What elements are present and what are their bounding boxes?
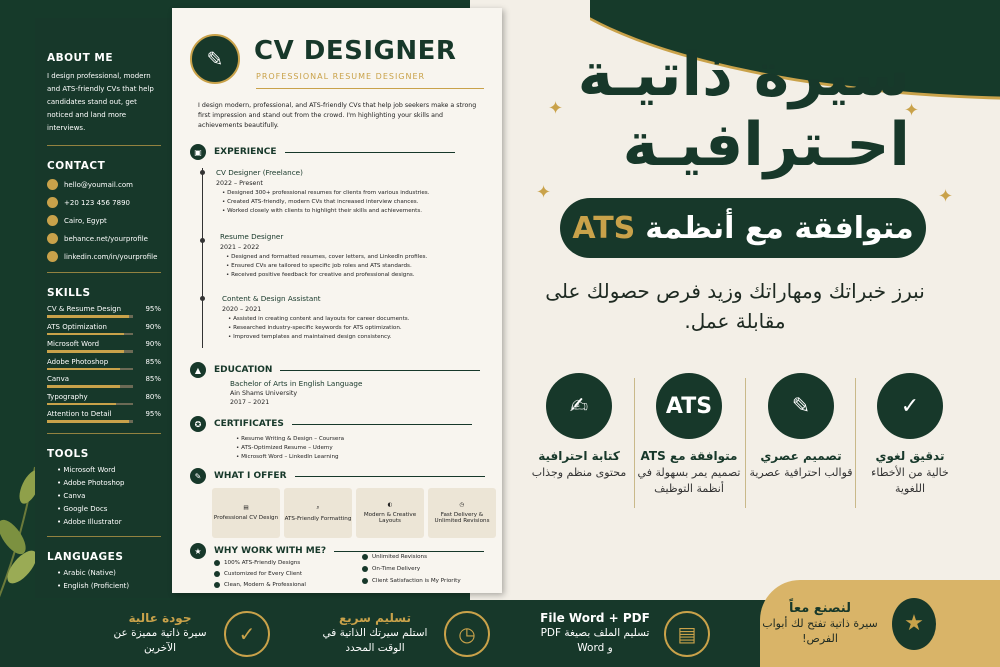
skill-name: Microsoft Word [47,340,100,348]
cv-intro: I design modern, professional, and ATS-friendly CVs that help job seekers make a strong first impression and stand out from the crowd. I'm highlighting your skills and achievements beautifully. [198,102,477,129]
list-item: • English (Proficient) [57,582,161,590]
feature-title: متوافقة مع ATS [640,449,738,463]
feature-title: تصميم عصري [760,449,842,463]
skill-item [47,323,161,336]
list-item: • Adobe Photoshop [57,479,161,487]
section-education [190,362,480,378]
why-item [362,578,461,584]
clock-icon: ◷ [444,611,490,657]
about-title: ABOUT ME [47,52,114,64]
offer-label: Fast Delivery & Unlimited Revisions [434,512,490,524]
feature-desc: خالية من الأخطاء اللغوية [871,466,949,495]
divider [745,378,746,508]
list-item: • Assisted in creating content and layouts for career documents. [228,316,482,322]
about-text: I design professional, modern and ATS-friendly CVs that help candidates stand out, get noticed and land more interviews. [47,72,154,132]
feature-desc: تصميم يمر بسهولة في أنظمة التوظيف [637,466,741,495]
divider [334,551,484,552]
ats-badge-highlight: ATS [572,210,636,246]
divider [292,424,472,425]
job-date: 2020 – 2021 [222,306,262,313]
list-item: • ATS-Optimized Resume – Udemy [236,445,490,451]
skill-bar [47,403,133,406]
languages-title: LANGUAGES [47,550,124,563]
divider [634,378,635,508]
section-experience [190,144,455,160]
section-why [190,543,484,559]
ats-badge-text: متوافقة مع أنظمة [645,210,914,246]
section-offer [190,468,485,484]
offer-card [428,488,496,538]
divider [295,476,485,477]
pencil-icon: ✎ [190,468,206,484]
bottom-title: جودة عالية [128,611,192,625]
timeline-dot [200,238,205,243]
contact-text: linkedin.com/in/yourprofile [64,252,158,261]
bottom-desc: استلم سيرتك الذاتية في الوقت المحدد [322,627,428,654]
ats-icon: ATS [656,373,722,439]
cta-panel [760,580,1000,667]
monitor-pen-icon: ✎ [768,373,834,439]
feature-proofreading [855,373,965,497]
check-circle-icon: ✓ [877,373,943,439]
offer-label: ATS-Friendly Formatting [284,515,352,522]
graduation-cap-icon: ▲ [190,362,206,378]
divider [280,370,480,371]
timeline-dot [200,296,205,301]
skills-title: SKILLS [47,287,91,299]
education-entry [230,379,490,406]
contact-linkedin [47,251,161,262]
skill-bar [47,315,133,318]
star-icon: ★ [190,543,206,559]
globe-icon [47,233,58,244]
bottom-title: تسليم سريع [338,611,412,625]
phone-icon [47,197,58,208]
list-item: • Canva [57,492,161,500]
degree: Bachelor of Arts in English Language [230,379,363,388]
list-item: • Arabic (Native) [57,569,161,577]
contact-text: behance.net/yourprofile [64,234,148,243]
sparkle-icon: ✦ [904,100,920,121]
list-item: • Google Docs [57,505,161,513]
check-icon [214,571,220,577]
contact-location [47,215,161,226]
skill-item [47,393,161,406]
bottom-desc: سيرة ذاتية مميزة عن الآخرين [113,627,207,654]
headline-line1: سيرة ذاتيـة [577,40,910,110]
skill-item [47,340,161,353]
palette-icon: ◐ [387,502,393,508]
languages-list [47,569,161,590]
briefcase-icon: ▣ [190,144,206,160]
sparkle-icon: ✦ [548,98,564,119]
divider [47,145,161,146]
why-item [214,571,302,577]
check-icon [214,582,220,588]
contact-email [47,179,161,190]
skill-item [47,410,161,423]
list-item: • Improved templates and maintained design consistency. [228,334,482,340]
contact-text: hello@youmail.com [64,180,133,189]
skill-percent: 95% [145,410,161,418]
feature-writing [524,373,634,481]
skill-name: ATS Optimization [47,322,107,331]
list-item: • Designed and formatted resumes, cover letters, and LinkedIn profiles. [226,254,480,260]
section-title: EXPERIENCE [214,147,277,157]
contact-phone [47,197,161,208]
skill-bar [47,333,133,336]
offer-label: Modern & Creative Layouts [363,512,417,524]
job-date: 2022 – Present [216,180,263,187]
cv-subtitle: PROFESSIONAL RESUME DESIGNER [256,72,426,81]
offer-card [356,488,424,538]
feature-title: كتابة احترافية [538,449,620,463]
skill-percent: 85% [145,375,161,383]
list-item: • Researched industry-specific keywords for ATS optimization. [228,325,482,331]
divider [47,536,161,537]
list-item: • Received positive feedback for creative and professional designs. [226,272,480,278]
why-label: Customized for Every Client [224,571,303,577]
school: Ain Shams University [230,390,298,397]
why-label: On-Time Delivery [372,566,421,572]
award-icon: ✪ [190,416,206,432]
headline-line2: احـترافيـة [622,110,910,180]
skill-percent: 90% [145,322,161,331]
bottom-delivery [320,600,490,667]
cta-desc: سيرة ذاتية تفتح لك أبواب الفرص! [762,617,878,645]
description: نبرز خبراتك ومهاراتك وزيد فرص حصولك على مقابلة عمل. [545,279,925,333]
contact-text: Cairo, Egypt [64,216,107,225]
check-icon [214,560,220,566]
offer-label: Professional CV Design [213,515,279,521]
list-item: • Ensured CVs are tailored to specific job roles and ATS standards. [226,263,480,269]
sparkle-icon: ✦ [536,182,552,203]
edu-date: 2017 – 2021 [230,399,270,406]
section-title: WHAT I OFFER [214,471,287,481]
job-entry [222,294,482,340]
document-pen-icon: ✎ [190,34,240,84]
why-item [214,560,300,566]
skill-percent: 80% [145,392,161,401]
feature-desc: محتوى منظم وجذاب [531,466,627,479]
bottom-quality [110,600,270,667]
email-icon [47,179,58,190]
why-item [214,582,306,588]
bottom-files [540,600,710,667]
cta-title: لنصنع معاً [789,601,851,616]
document-icon: ▤ [243,505,249,511]
feature-desc: قوالب احترافية عصرية [749,466,853,479]
section-title: WHY WORK WITH ME? [214,546,327,556]
why-label: 100% ATS-Friendly Designs [224,560,301,566]
job-entry [216,168,476,214]
bottom-desc: تسليم الملف بصيغة PDF و Word [540,627,650,654]
skill-item [47,305,161,318]
why-item [362,554,427,560]
divider [47,433,161,434]
cv-paper [172,8,502,593]
list-item: • Designed 300+ professional resumes for clients from various industries. [222,190,476,196]
certificates-list [230,433,490,460]
why-item [362,566,420,572]
contact-behance [47,233,161,244]
check-icon [362,566,368,572]
skill-bar [47,350,133,353]
skills-list [47,305,161,423]
skill-bar [47,420,133,423]
file-icon: ▤ [664,611,710,657]
tools-list [47,466,161,526]
skill-name: Adobe Photoshop [47,357,109,366]
job-role: Resume Designer [220,232,284,241]
section-certificates [190,416,472,432]
tools-title: TOOLS [47,447,89,460]
divider [256,88,484,89]
check-icon [362,578,368,584]
job-role: Content & Design Assistant [222,294,321,303]
why-label: Clean, Modern & Professional [224,582,306,588]
skill-percent: 85% [145,357,161,366]
skill-name: Typography [47,392,88,401]
check-icon [362,554,368,560]
list-item: • Microsoft Word [57,466,161,474]
contact-title: CONTACT [47,160,106,172]
feature-ats [634,373,744,497]
bottom-title: File Word + PDF [540,611,650,625]
section-title: CERTIFICATES [214,419,284,429]
feature-title: تدقيق لغوي [875,449,945,463]
linkedin-icon [47,251,58,262]
list-item: • Created ATS-friendly, modern CVs that increased interview chances. [222,199,476,205]
skill-name: Attention to Detail [47,410,112,418]
skill-item [47,358,161,371]
offer-card [212,488,280,538]
skill-bar [47,368,133,371]
why-label: Client Satisfaction is My Priority [372,578,461,584]
list-item: • Worked closely with clients to highlight their skills and achievements. [222,208,476,214]
list-item: • Microsoft Word – LinkedIn Learning [236,454,490,460]
timeline-dot [200,170,205,175]
ats-badge [560,198,926,258]
list-item: • Resume Writing & Design – Coursera [236,436,490,442]
skill-percent: 95% [145,305,161,313]
clock-icon: ◷ [459,502,465,508]
skill-percent: 90% [145,340,161,348]
list-item: • Adobe Illustrator [57,518,161,526]
cv-title: CV DESIGNER [254,36,457,66]
skill-bar [47,385,133,388]
search-icon: ⌕ [316,504,320,511]
divider [285,152,455,153]
medal-icon: ★ [892,598,936,650]
cv-sidebar [35,18,173,598]
shield-check-icon: ✓ [224,611,270,657]
skill-name: Canva [47,375,70,383]
document-check-icon: ✍ [546,373,612,439]
job-role: CV Designer (Freelance) [216,168,303,177]
location-icon [47,215,58,226]
contact-text: +20 123 456 7890 [64,198,130,207]
feature-modern-design [746,373,856,481]
job-entry [220,232,480,278]
section-title: EDUCATION [214,365,273,375]
timeline-line [202,168,203,348]
sparkle-icon: ✦ [938,186,954,207]
offer-card [284,488,352,538]
skill-item [47,375,161,388]
divider [47,272,161,273]
why-label: Unlimited Revisions [372,554,428,560]
job-date: 2021 – 2022 [220,244,260,251]
skill-name: CV & Resume Design [47,305,122,313]
